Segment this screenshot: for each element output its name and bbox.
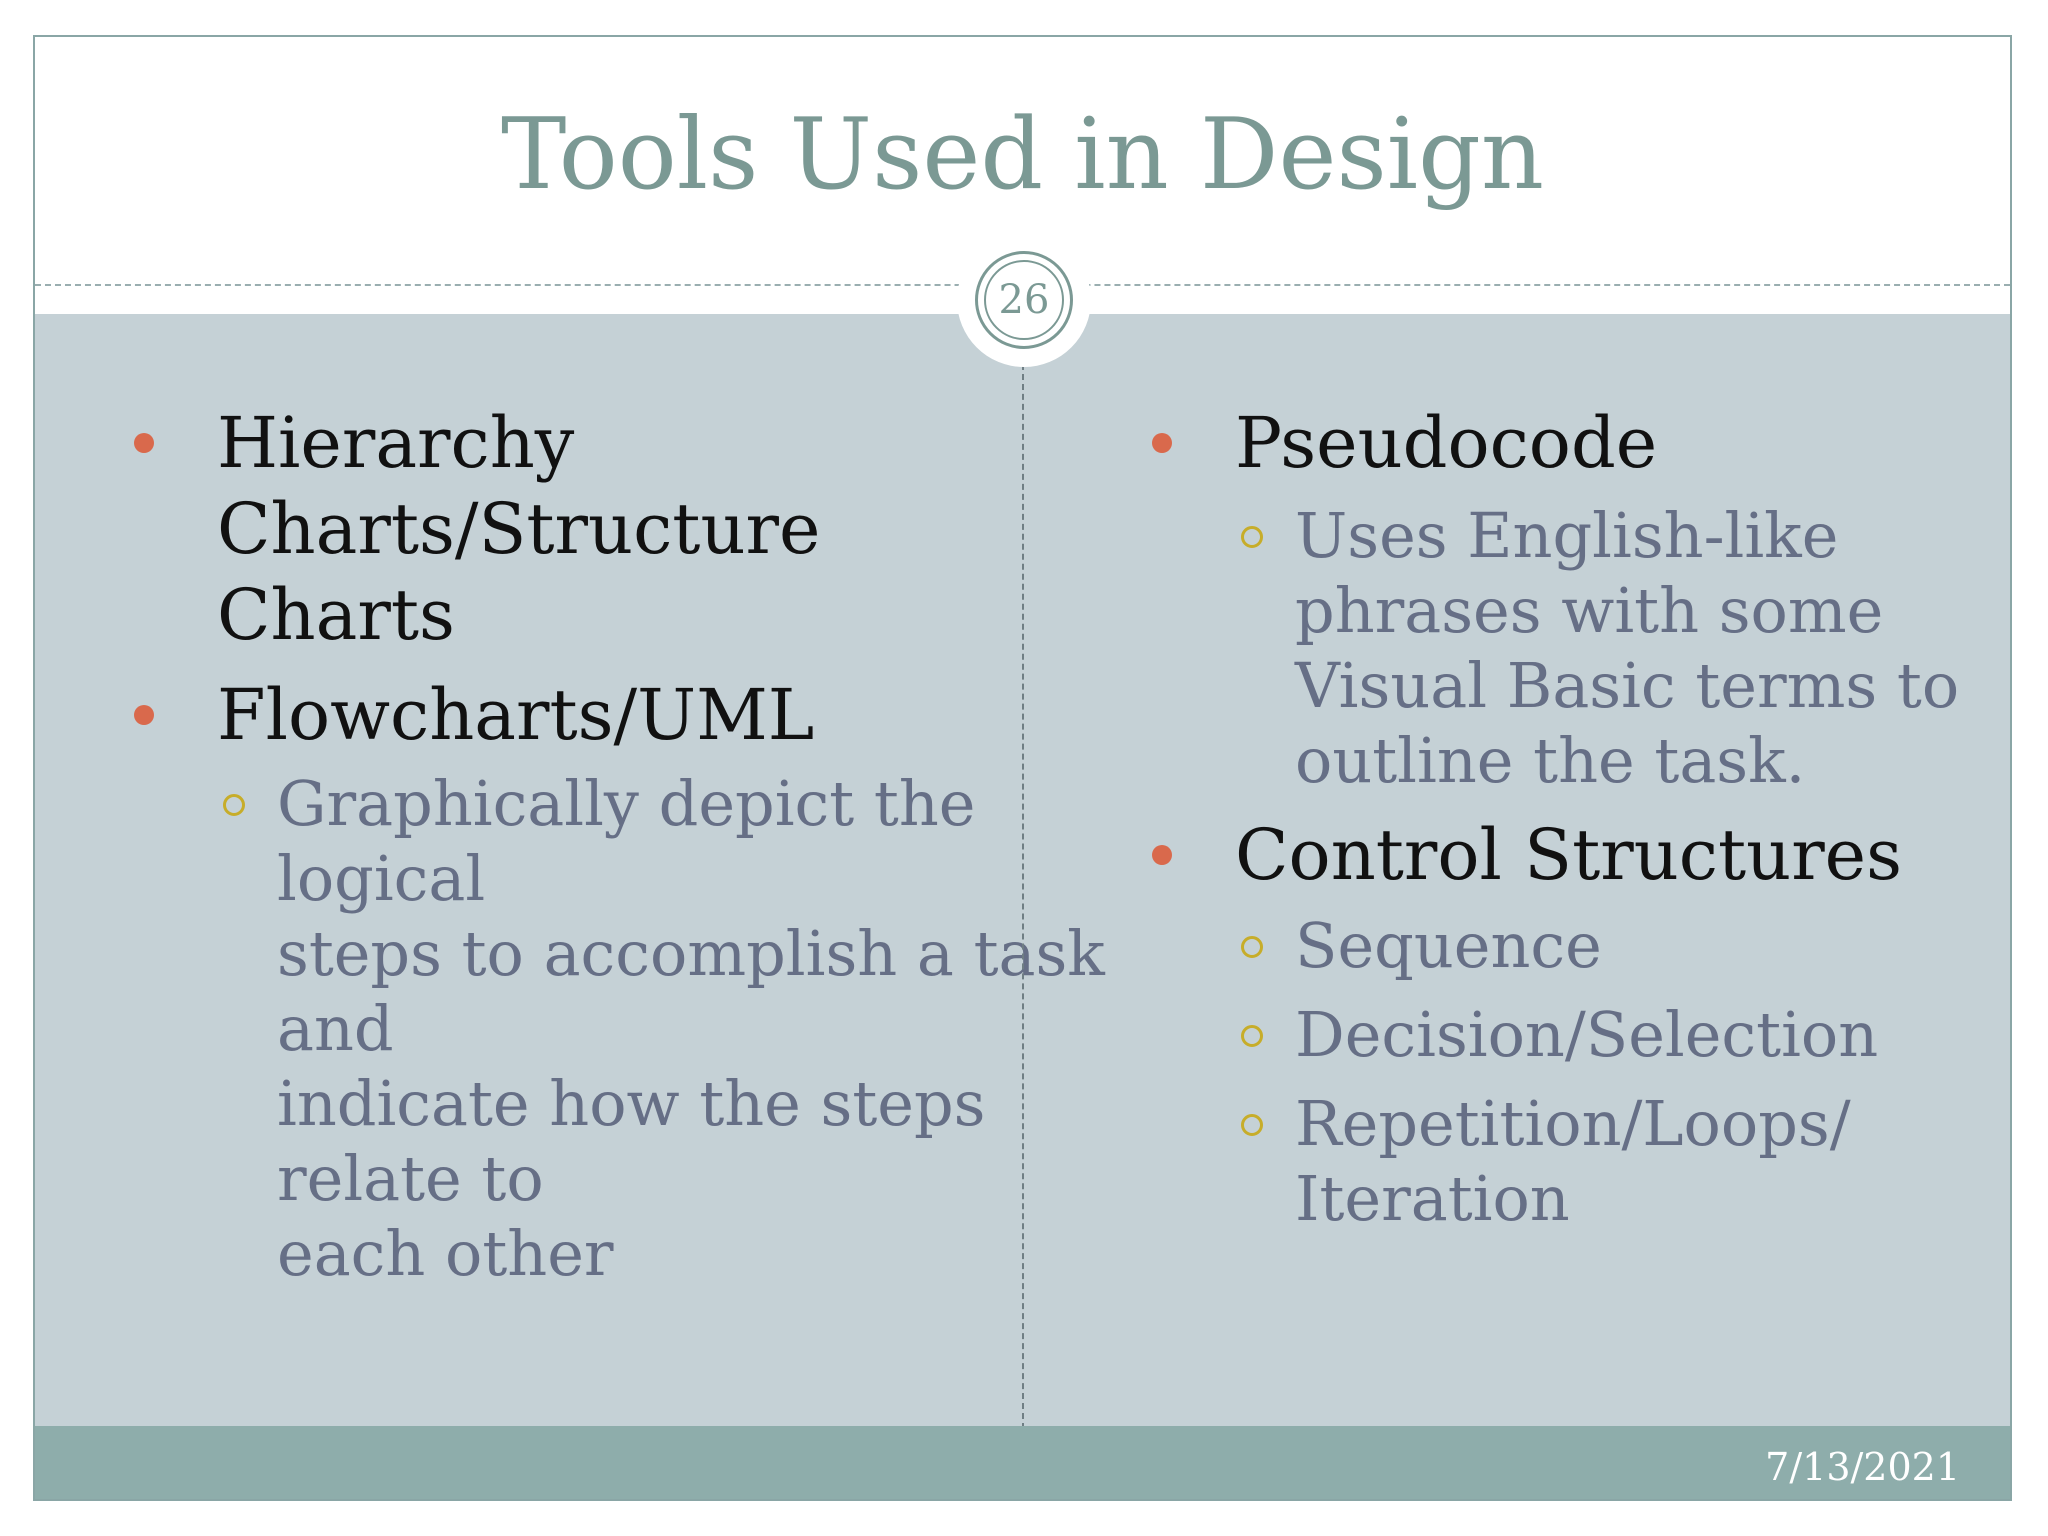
right-column <box>1143 314 1963 1236</box>
bullet-text-line: Pseudocode <box>1235 402 1658 484</box>
slide-footer-bar <box>35 1426 2010 1499</box>
bullet-flowcharts <box>125 672 1145 758</box>
sub-bullet-ring-icon <box>1241 526 1263 548</box>
sub-bullet-ring-icon <box>1241 1025 1263 1047</box>
bullet-control-structures <box>1143 812 1963 898</box>
bullet-dot-icon <box>134 705 154 725</box>
sub-bullet-sequence <box>1143 908 1963 983</box>
sub-bullet-text-line: Decision/Selection <box>1295 998 1879 1071</box>
bullet-text-line: Charts <box>217 574 455 656</box>
sub-bullet-graphically-depict <box>125 766 1145 1291</box>
bullet-hierarchy-charts <box>125 400 1145 658</box>
sub-bullet-ring-icon <box>1241 936 1263 958</box>
sub-bullet-text-line: indicate how the steps relate to <box>277 1067 986 1215</box>
sub-bullet-text-line: Repetition/Loops/ <box>1295 1087 1851 1160</box>
bullet-dot-icon <box>134 433 154 453</box>
sub-bullet-text-line: steps to accomplish a task and <box>277 917 1105 1065</box>
sub-bullet-decision-selection <box>1143 997 1963 1072</box>
slide <box>33 35 2012 1501</box>
bullet-dot-icon <box>1152 845 1172 865</box>
bullet-pseudocode <box>1143 400 1963 486</box>
sub-bullet-repetition-loops <box>1143 1086 1963 1236</box>
column-divider-line <box>1022 314 1024 1469</box>
sub-bullet-text-line: each other <box>277 1217 614 1290</box>
bullet-text-line: Hierarchy Charts/Structure <box>217 402 821 570</box>
left-column <box>125 314 1145 1291</box>
sub-bullet-text-line: Visual Basic terms to <box>1295 649 1960 722</box>
bullet-text-line: Flowcharts/UML <box>217 674 815 756</box>
sub-bullet-text-line: outline the task. <box>1295 724 1806 797</box>
bullet-dot-icon <box>1152 433 1172 453</box>
sub-bullet-uses-english <box>1143 498 1963 798</box>
sub-bullet-text-line: phrases with some <box>1295 574 1884 647</box>
sub-bullet-ring-icon <box>1241 1114 1263 1136</box>
sub-bullet-text-line: Uses English-like <box>1295 499 1839 572</box>
sub-bullet-text-line: Sequence <box>1295 909 1602 982</box>
sub-bullet-ring-icon <box>223 794 245 816</box>
slide-number: 26 <box>998 277 1050 323</box>
bullet-text-line: Control Structures <box>1235 814 1903 896</box>
sub-bullet-text-line: Graphically depict the logical <box>277 767 976 915</box>
slide-title: Tools Used in Design <box>501 98 1544 212</box>
sub-bullet-text-line: Iteration <box>1295 1162 1570 1235</box>
slide-date: 7/13/2021 <box>1765 1445 1960 1489</box>
